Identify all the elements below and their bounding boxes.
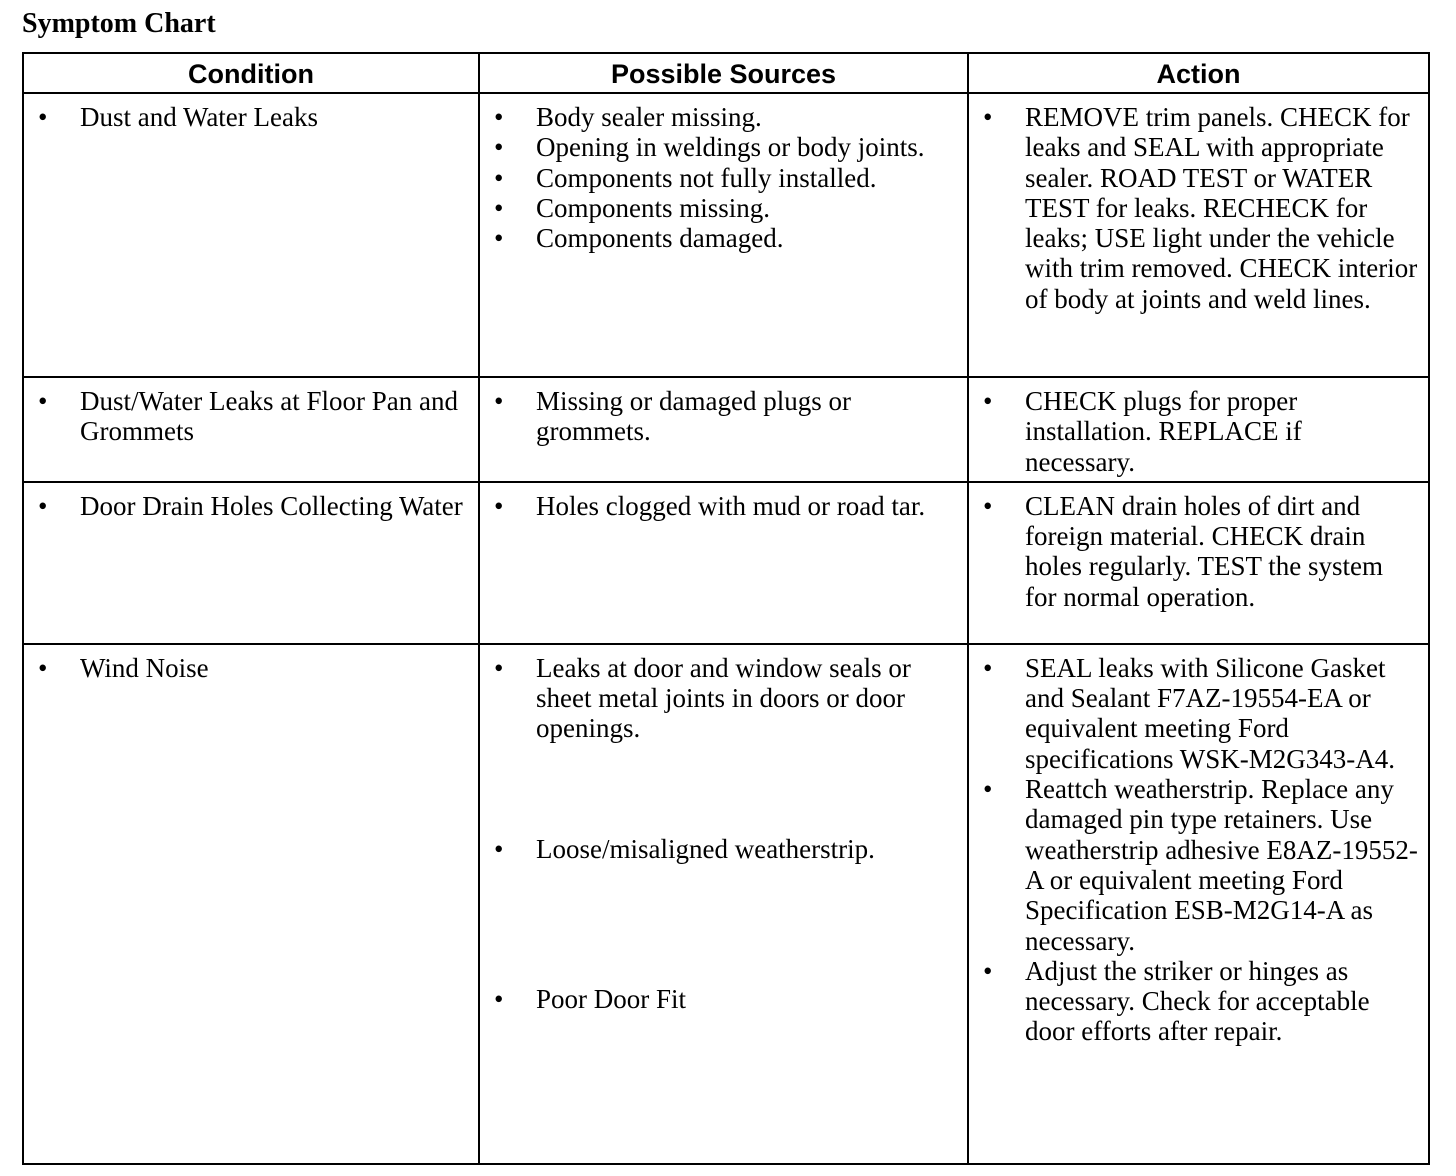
sources-cell <box>479 93 968 377</box>
action-item: • Reattch weatherstrip. Replace any damaged pin type retainers. Use weatherstrip adhesive E8AZ-19552-A or equivalent meeting Ford Specification ESB-M2G14-A as necessary. <box>981 774 1418 956</box>
action-cell <box>968 644 1429 1164</box>
sources-cell <box>479 482 968 644</box>
symptom-chart-table <box>22 52 1430 1165</box>
action-cell <box>968 482 1429 644</box>
chart-title: Symptom Chart <box>22 8 216 39</box>
header-possible-sources: Possible Sources <box>479 53 968 93</box>
condition-cell <box>23 93 479 377</box>
table-row <box>23 644 1429 1164</box>
source-item: • Loose/misaligned weatherstrip. <box>492 834 957 864</box>
source-item: • Poor Door Fit <box>492 984 957 1014</box>
source-item: • Body sealer missing. <box>492 102 957 132</box>
source-item: • Components missing. <box>492 193 957 223</box>
action-cell <box>968 377 1429 482</box>
source-item: • Missing or damaged plugs or grommets. <box>492 386 957 447</box>
source-item: • Opening in weldings or body joints. <box>492 132 957 162</box>
table-row <box>23 482 1429 644</box>
source-item: • Holes clogged with mud or road tar. <box>492 491 957 521</box>
source-item: • Leaks at door and window seals or sheet metal joints in doors or door openings. <box>492 653 957 744</box>
condition-cell <box>23 377 479 482</box>
condition-text: • Wind Noise <box>36 653 468 683</box>
condition-text: • Dust and Water Leaks <box>36 102 468 132</box>
header-condition: Condition <box>23 53 479 93</box>
condition-cell <box>23 644 479 1164</box>
action-item: • CLEAN drain holes of dirt and foreign material. CHECK drain holes regularly. TEST the system for normal operation. <box>981 491 1418 612</box>
source-item: • Components damaged. <box>492 223 957 253</box>
table-row <box>23 93 1429 377</box>
condition-cell <box>23 482 479 644</box>
header-row <box>23 53 1429 93</box>
condition-text: • Dust/Water Leaks at Floor Pan and Grommets <box>36 386 468 447</box>
action-item: • REMOVE trim panels. CHECK for leaks and SEAL with appropriate sealer. ROAD TEST or WATER TEST for leaks. RECHECK for leaks; USE light under the vehicle with trim removed. CHECK interior of body at joints and weld lines. <box>981 102 1418 314</box>
action-item: • CHECK plugs for proper installation. REPLACE if necessary. <box>981 386 1418 477</box>
action-cell <box>968 93 1429 377</box>
header-action: Action <box>968 53 1429 93</box>
sources-cell <box>479 644 968 1164</box>
action-item: • Adjust the striker or hinges as necessary. Check for acceptable door efforts after repair. <box>981 956 1418 1047</box>
action-item: • SEAL leaks with Silicone Gasket and Sealant F7AZ-19554-EA or equivalent meeting Ford specifications WSK-M2G343-A4. <box>981 653 1418 774</box>
table-row <box>23 377 1429 482</box>
source-item: • Components not fully installed. <box>492 163 957 193</box>
condition-text: • Door Drain Holes Collecting Water <box>36 491 468 521</box>
sources-cell <box>479 377 968 482</box>
